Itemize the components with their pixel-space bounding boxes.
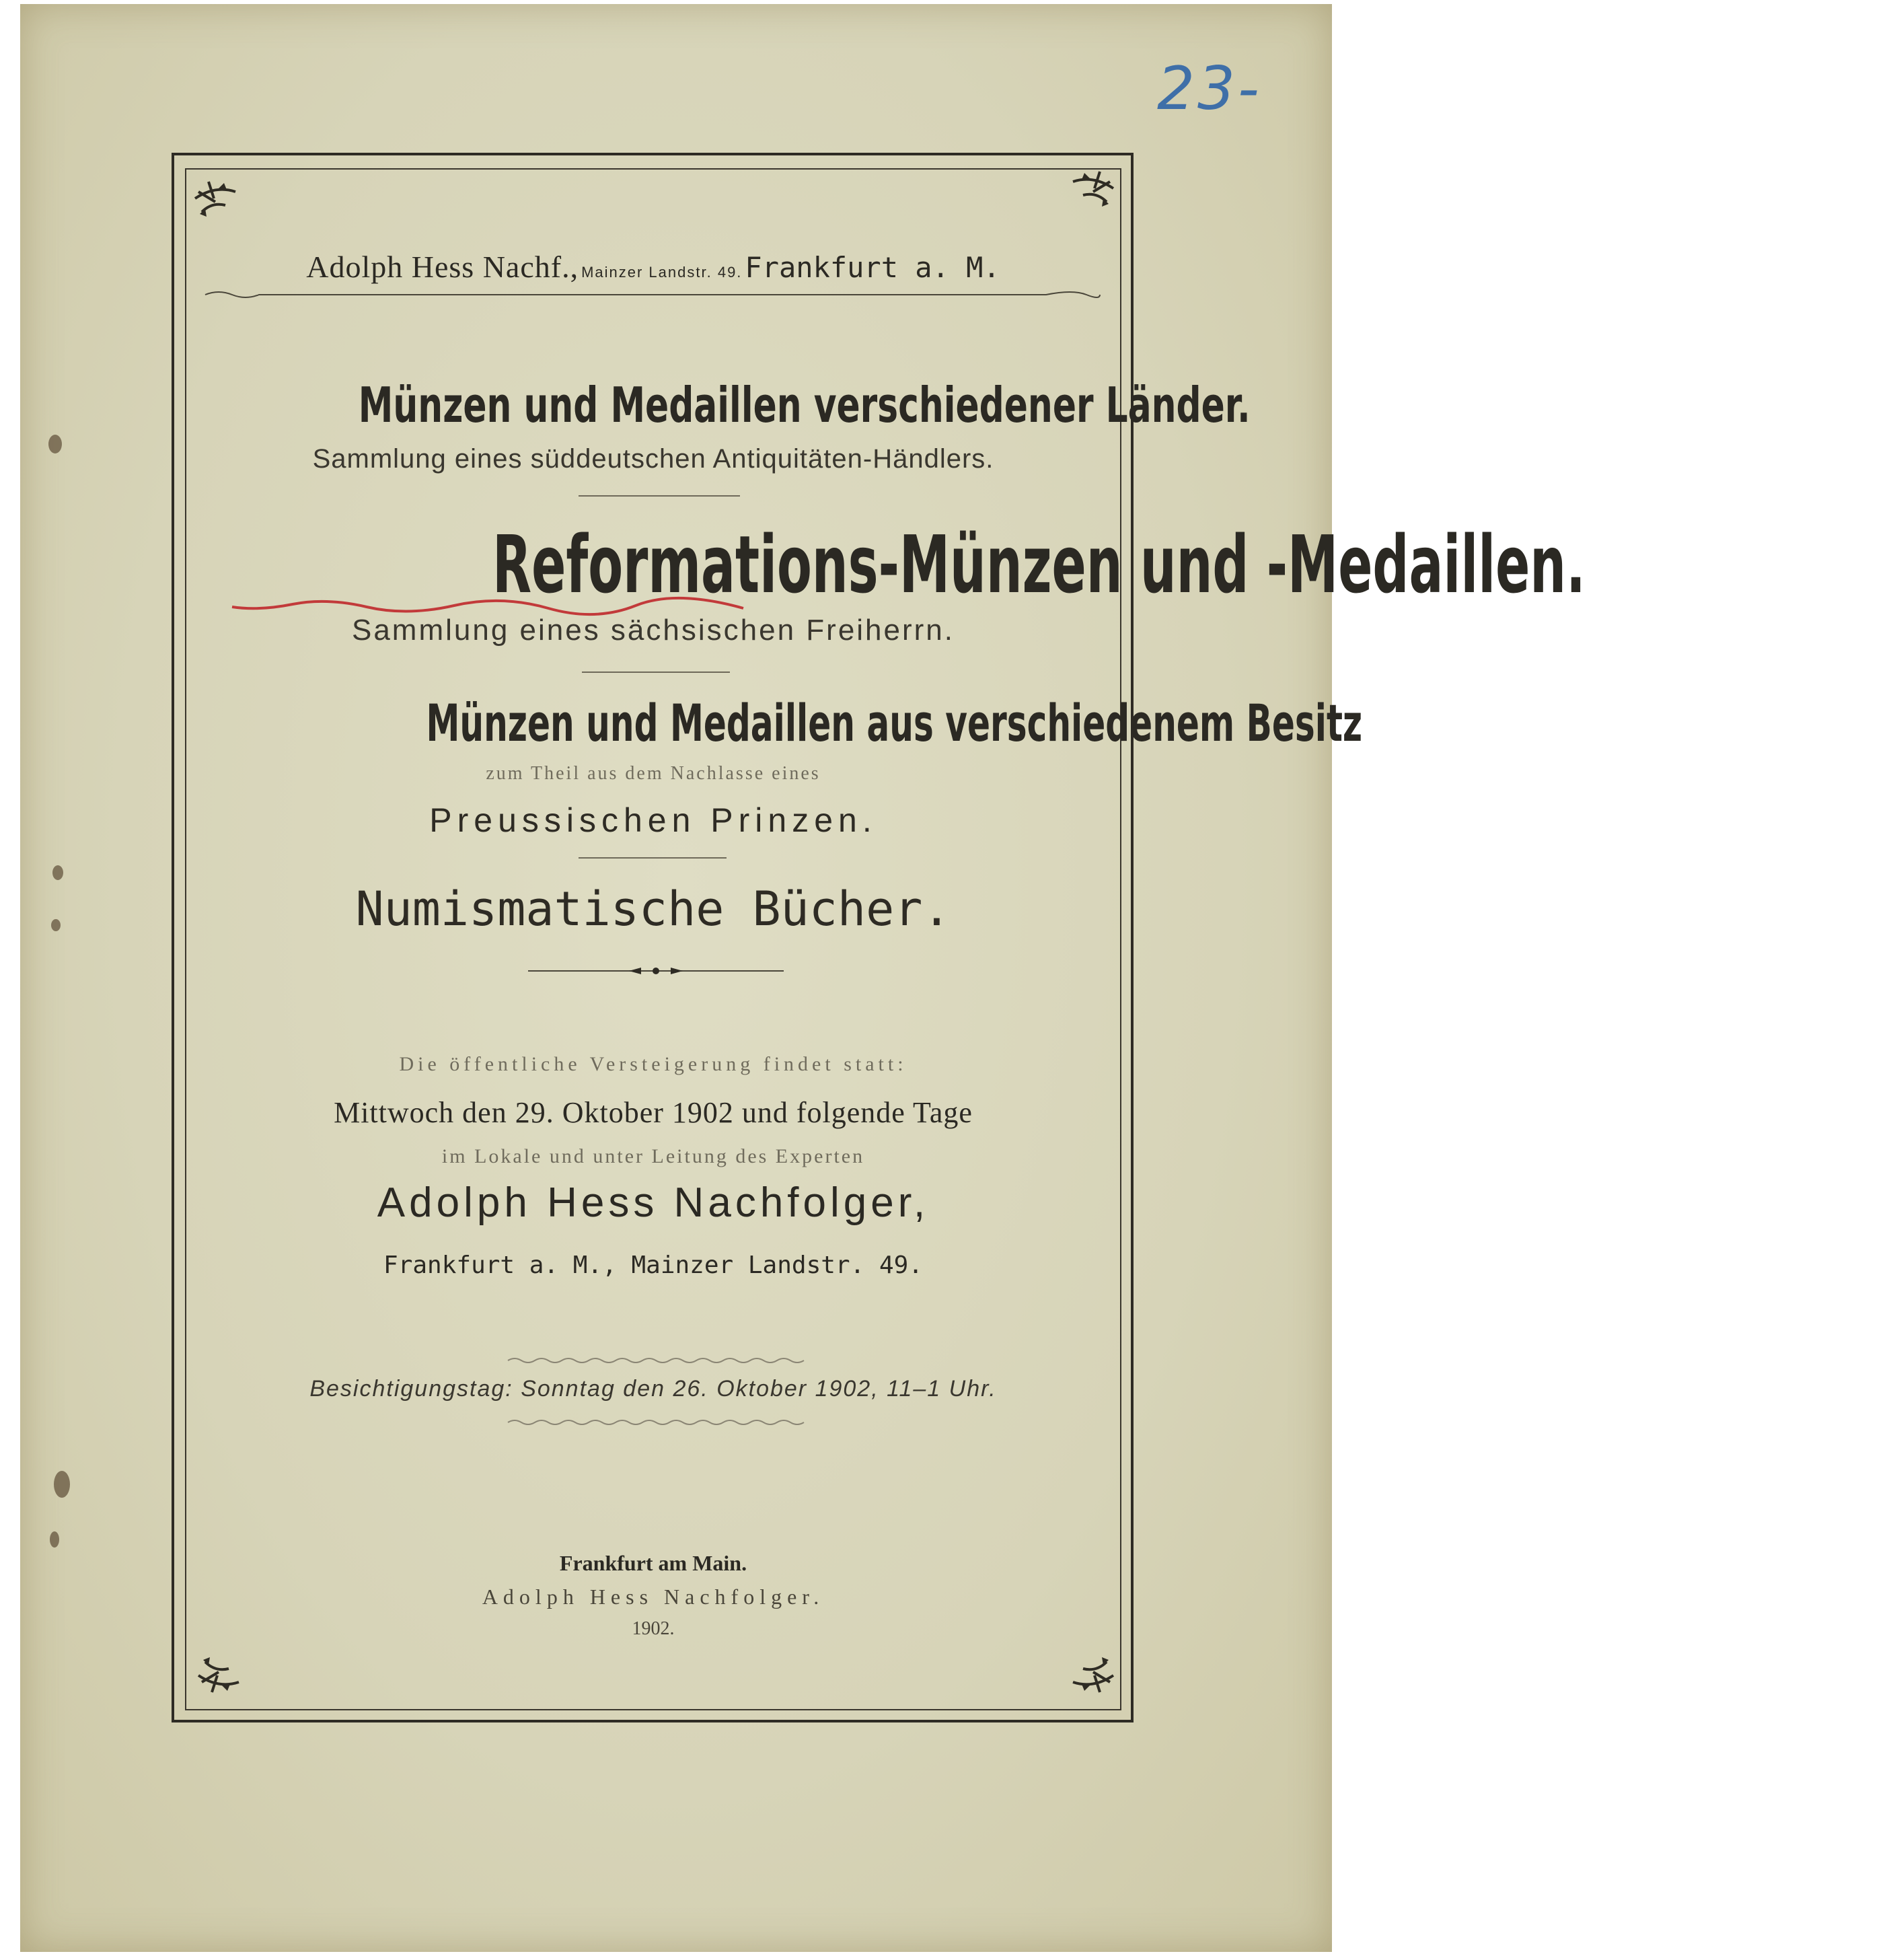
auction-venue: im Lokale und unter Leitung des Experten — [441, 1145, 865, 1167]
imprint-publisher: Adolph Hess Nachfolger. — [482, 1585, 825, 1609]
stain — [51, 919, 61, 931]
section-3-subtitle: Preussischen Prinzen. — [429, 801, 877, 839]
wavy-divider — [508, 1418, 804, 1426]
auction-intro: Die öffentliche Versteigerung findet statt: — [399, 1053, 907, 1075]
imprint-year: 1902. — [632, 1618, 675, 1639]
section-3-title: Münzen und Medaillen aus verschiedenem Besitz — [426, 693, 1363, 753]
firm-street: Mainzer Landstr. 49. — [581, 264, 743, 281]
handwritten-catalogue-number: 23- — [1157, 54, 1262, 123]
viewing-day: Besichtigungstag: Sonntag den 26. Oktober 1902, 11–1 Uhr. — [309, 1376, 997, 1402]
imprint-place: Frankfurt am Main. — [559, 1551, 747, 1575]
header — [185, 249, 1121, 285]
section-2-title: Reformations-Münzen und -Medaillen. — [492, 518, 1586, 611]
stain — [48, 435, 62, 453]
auction-date: Mittwoch den 29. Oktober 1902 und folgende Tage — [334, 1096, 973, 1129]
ornamental-divider — [528, 966, 784, 976]
stain — [50, 1531, 59, 1548]
section-4-title: Numismatische Bücher. — [355, 881, 951, 937]
section-1-title-row — [185, 377, 1251, 433]
section-2-title-row — [185, 518, 1586, 611]
divider — [579, 857, 727, 859]
header-divider — [205, 289, 1100, 300]
divider — [582, 672, 730, 673]
divider — [579, 495, 740, 497]
stain — [54, 1471, 70, 1498]
firm-city: Frankfurt a. M. — [745, 251, 1000, 284]
wavy-divider — [508, 1356, 804, 1365]
firm-name: Adolph Hess Nachf., — [306, 250, 579, 284]
pencil-underline — [232, 600, 743, 614]
stain — [52, 865, 63, 880]
section-1-title: Münzen und Medaillen verschiedener Länder. — [358, 377, 1251, 433]
section-3-note: zum Theil aus dem Nachlasse eines — [486, 763, 821, 784]
section-3-title-row — [185, 693, 1363, 753]
auction-expert: Adolph Hess Nachfolger, — [377, 1179, 930, 1226]
section-1-subtitle: Sammlung eines süddeutschen Antiquitäten-Händlers. — [312, 444, 994, 474]
auction-address: Frankfurt a. M., Mainzer Landstr. 49. — [383, 1251, 923, 1279]
section-2-subtitle: Sammlung eines sächsischen Freiherrn. — [351, 614, 955, 647]
